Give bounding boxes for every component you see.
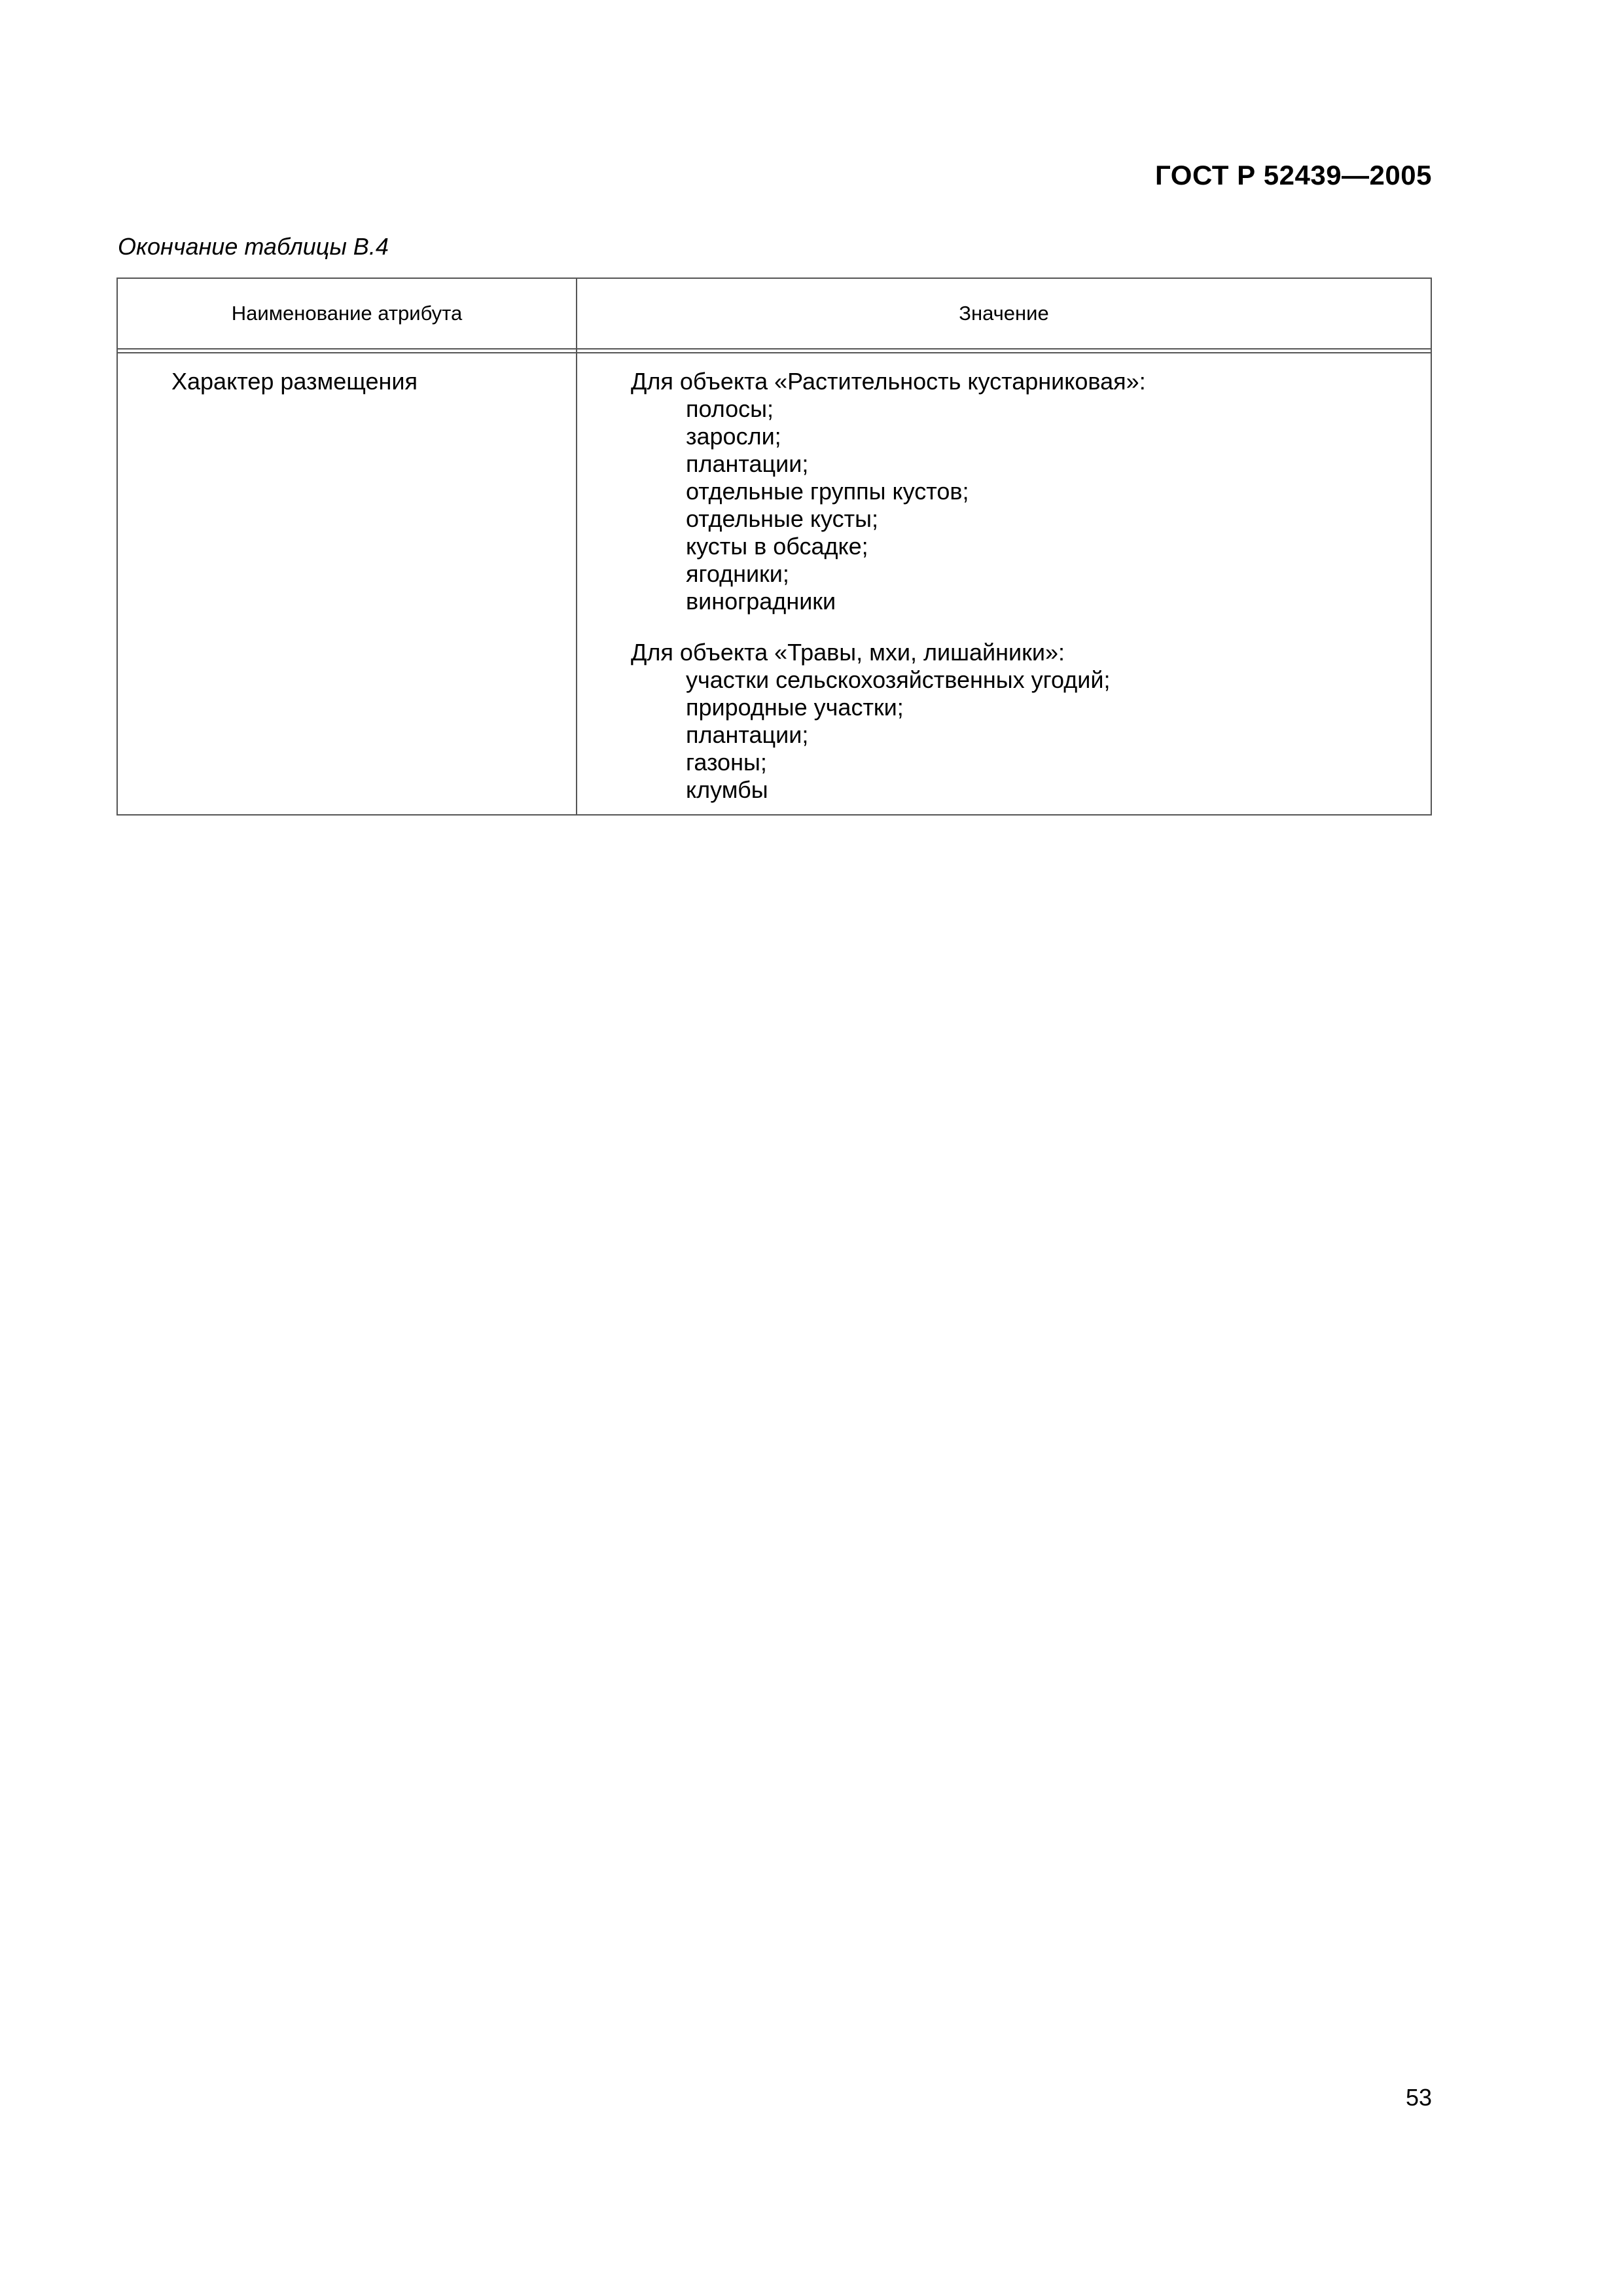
list-item: клумбы: [686, 776, 768, 803]
group-title: Для объекта «Травы, мхи, лишайники»:: [631, 639, 1065, 666]
group-items: [631, 395, 1146, 615]
list-item: полосы;: [686, 395, 774, 422]
list-item: виноградники: [686, 588, 836, 615]
list-item: отдельные группы кустов;: [686, 478, 969, 505]
list-item: природные участки;: [686, 694, 904, 721]
group-title: Для объекта «Растительность кустарниковая»:: [631, 368, 1146, 395]
list-item: плантации;: [686, 450, 809, 477]
value-group-shrubs: [631, 368, 1146, 615]
group-items: [631, 666, 1146, 804]
list-item: газоны;: [686, 749, 767, 776]
attribute-table: [116, 278, 1432, 816]
header-separator: [118, 348, 1431, 353]
standard-code: ГОСТ Р 52439—2005: [1155, 160, 1432, 190]
column-header-attribute-name: Наименование атрибута: [231, 302, 463, 325]
column-divider: [576, 279, 577, 814]
attribute-name-cell: Характер размещения: [171, 368, 418, 395]
list-item: участки сельскохозяйственных угодий;: [686, 666, 1111, 693]
column-header-value: Значение: [959, 302, 1049, 325]
value-group-grasses: [631, 639, 1146, 804]
table-caption: Окончание таблицы В.4: [118, 233, 389, 260]
list-item: плантации;: [686, 721, 809, 748]
list-item: отдельные кусты;: [686, 505, 879, 532]
attribute-value-cell: [631, 368, 1146, 804]
list-item: ягодники;: [686, 560, 789, 587]
list-item: заросли;: [686, 423, 781, 450]
page-number: 53: [1405, 2084, 1432, 2111]
list-item: кусты в обсадке;: [686, 533, 868, 560]
